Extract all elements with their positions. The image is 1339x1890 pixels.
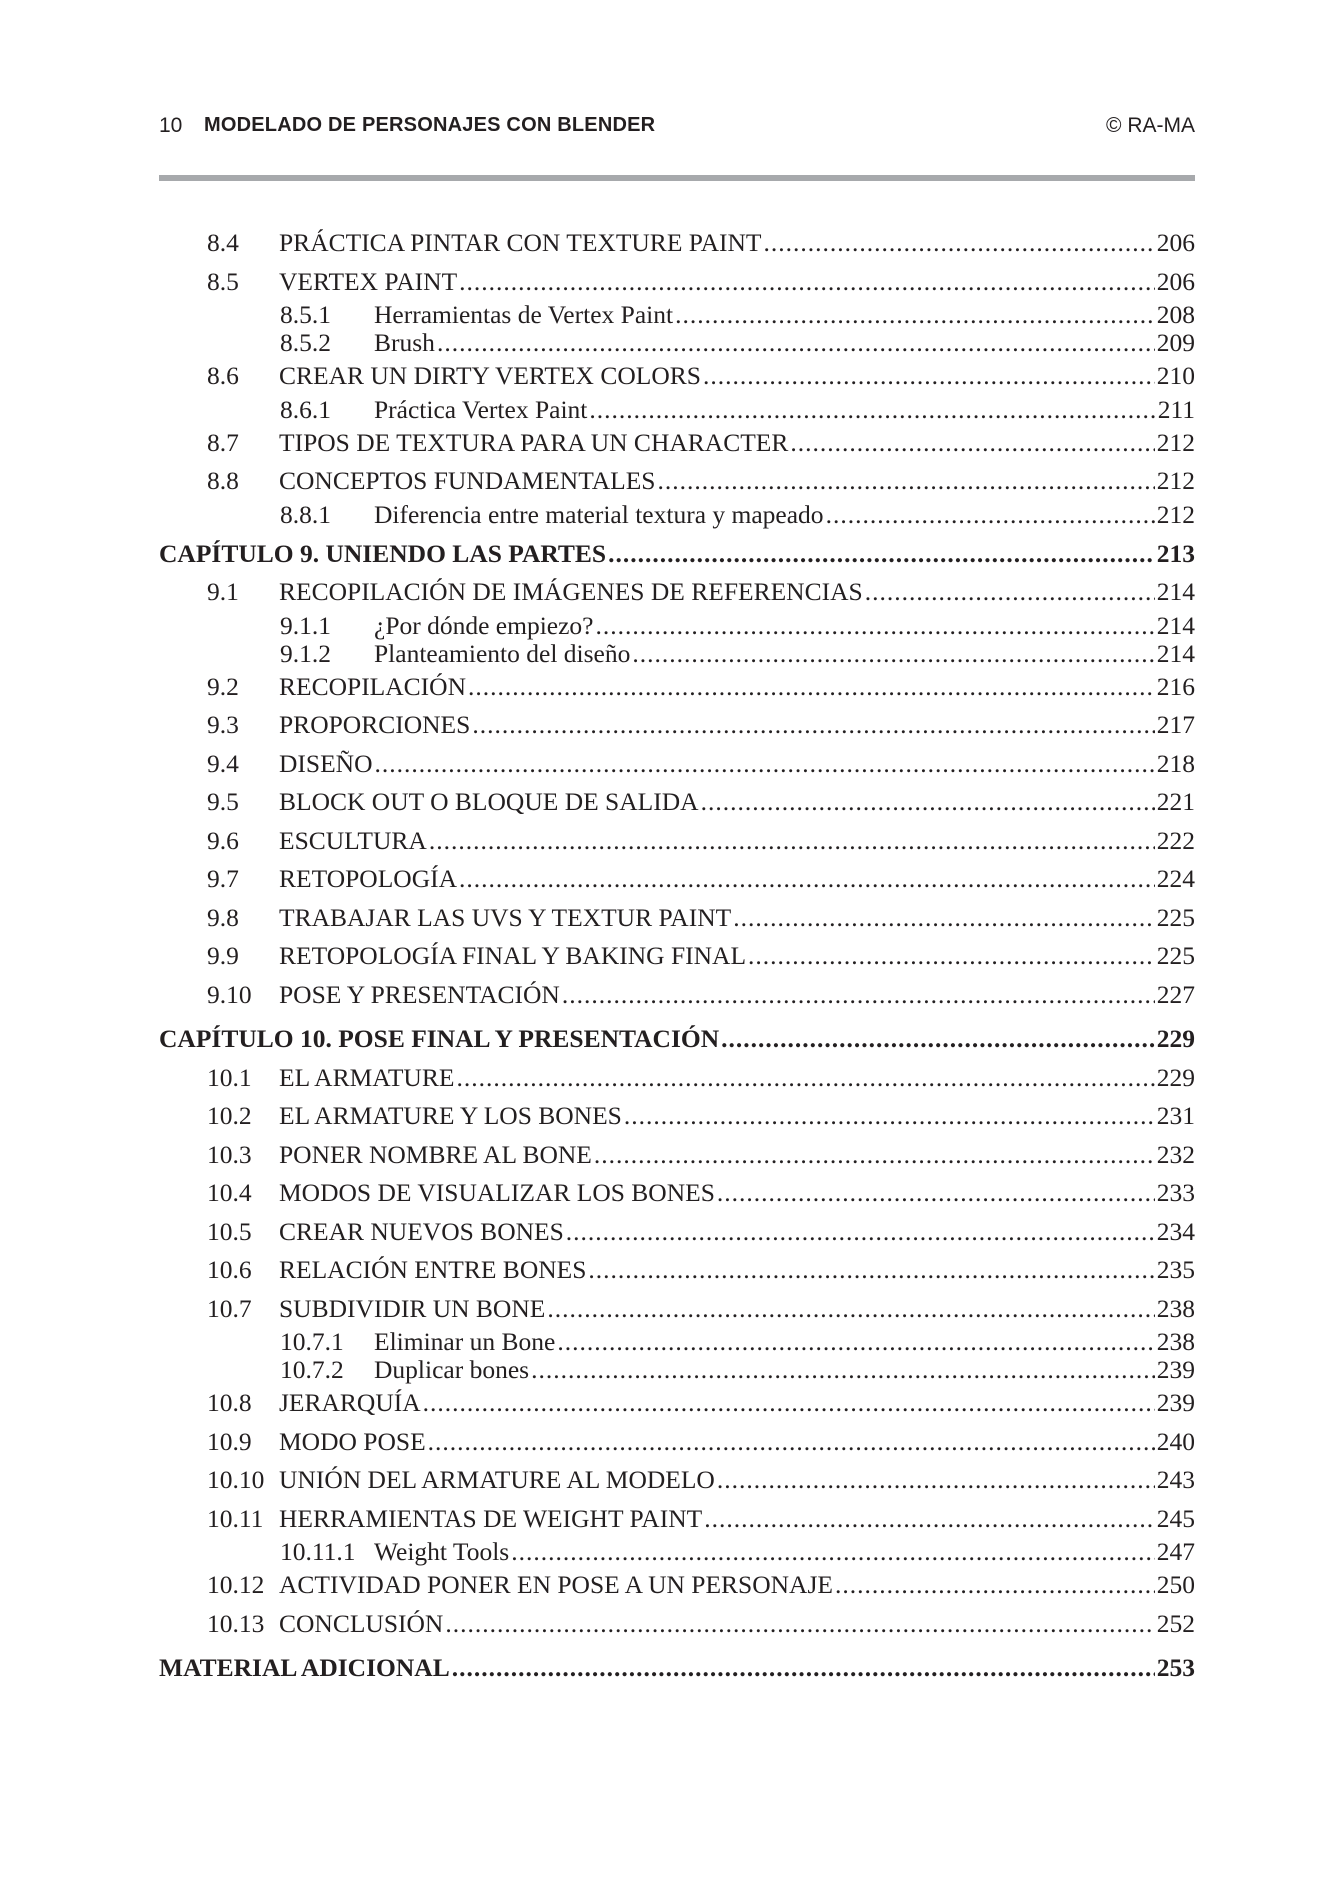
toc-entry-number: 10.5 xyxy=(207,1216,252,1246)
toc-entry-page: 225 xyxy=(1156,902,1195,932)
toc-dot-leader xyxy=(531,1355,1155,1385)
toc-dot-leader xyxy=(472,710,1154,740)
toc-entry xyxy=(159,639,1195,672)
toc-entry xyxy=(159,710,1195,749)
toc-entry-title: TRABAJAR LAS UVS Y TEXTUR PAINT xyxy=(279,902,732,932)
toc-entry xyxy=(159,1178,1195,1217)
toc-entry xyxy=(159,1217,1195,1256)
toc-entry-number: 10.7.1 xyxy=(280,1327,344,1356)
toc-entry-page: 239 xyxy=(1156,1388,1195,1417)
toc-dot-leader xyxy=(459,267,1155,297)
toc-entry-page: 232 xyxy=(1156,1139,1195,1169)
toc-dot-leader xyxy=(835,1570,1155,1600)
header-page-number: 10 xyxy=(159,114,183,137)
toc-dot-leader xyxy=(764,228,1155,258)
toc-chapter-entry xyxy=(159,1024,1195,1063)
toc-entry-number: 10.11.1 xyxy=(280,1537,356,1566)
toc-entry-title: HERRAMIENTAS DE WEIGHT PAINT xyxy=(279,1503,703,1533)
toc-entry-page: 222 xyxy=(1156,825,1195,855)
toc-chapter-entry xyxy=(159,1653,1195,1692)
toc-entry-page: 243 xyxy=(1156,1465,1195,1494)
toc-entry-title: CREAR UN DIRTY VERTEX COLORS xyxy=(279,361,701,390)
toc-entry xyxy=(159,1465,1195,1504)
toc-entry-title: RETOPOLOGÍA FINAL Y BAKING FINAL xyxy=(279,941,747,970)
toc-entry-page: 213 xyxy=(1156,538,1195,568)
toc-entry-page: 224 xyxy=(1156,864,1195,893)
toc-dot-leader xyxy=(428,1427,1155,1457)
toc-entry xyxy=(159,1255,1195,1294)
toc-entry-number: 9.7 xyxy=(207,864,239,893)
toc-entry-page: 211 xyxy=(1157,394,1195,424)
toc-entry xyxy=(159,980,1195,1019)
toc-entry-number: 8.4 xyxy=(207,228,239,257)
toc-entry-title: RELACIÓN ENTRE BONES xyxy=(279,1255,587,1284)
toc-dot-leader xyxy=(675,300,1155,330)
toc-entry-title: DISEÑO xyxy=(279,748,373,778)
toc-entry xyxy=(159,787,1195,826)
toc-entry-number: 8.7 xyxy=(207,427,239,457)
toc-entry-page: 216 xyxy=(1156,671,1195,701)
toc-dot-leader xyxy=(456,1063,1154,1093)
toc-entry-page: 209 xyxy=(1156,328,1195,357)
toc-entry-number: 9.2 xyxy=(207,671,239,701)
toc-entry-number: 10.4 xyxy=(207,1178,252,1207)
toc-entry-page: 217 xyxy=(1156,710,1195,739)
toc-entry xyxy=(159,428,1195,467)
toc-entry-title: PONER NOMBRE AL BONE xyxy=(279,1139,592,1169)
toc-entry-title: RETOPOLOGÍA xyxy=(279,864,458,893)
toc-entry xyxy=(159,864,1195,903)
toc-entry xyxy=(159,672,1195,711)
toc-dot-leader xyxy=(511,1537,1155,1567)
toc-entry-number: 8.5 xyxy=(207,266,239,296)
toc-entry xyxy=(159,903,1195,942)
toc-entry-number: 9.1 xyxy=(207,577,239,606)
toc-dot-leader xyxy=(423,1388,1155,1418)
toc-entry-title: SUBDIVIDIR UN BONE xyxy=(279,1293,546,1323)
toc-entry-page: 231 xyxy=(1156,1101,1195,1130)
toc-entry-title: RECOPILACIÓN DE IMÁGENES DE REFERENCIAS xyxy=(279,577,863,606)
toc-entry-number: 10.7 xyxy=(207,1293,252,1323)
toc-entry-title: PROPORCIONES xyxy=(279,710,471,739)
toc-entry-title: CONCEPTOS FUNDAMENTALES xyxy=(279,466,656,495)
toc-entry-number: 8.5.1 xyxy=(280,300,331,329)
toc-entry-number: 9.4 xyxy=(207,748,239,778)
toc-entry xyxy=(159,1537,1195,1570)
toc-dot-leader xyxy=(733,903,1155,933)
toc-entry-page: 238 xyxy=(1156,1293,1195,1323)
toc-entry-title: CAPÍTULO 10. POSE FINAL Y PRESENTACIÓN xyxy=(159,1024,720,1053)
toc-entry-title: JERARQUÍA xyxy=(279,1388,421,1417)
toc-entry-number: 9.5 xyxy=(207,787,239,816)
toc-entry-number: 10.3 xyxy=(207,1139,252,1169)
toc-entry-page: 214 xyxy=(1156,610,1195,640)
toc-entry-number: 8.8 xyxy=(207,466,239,495)
toc-entry xyxy=(159,1609,1195,1648)
toc-entry-title: Brush xyxy=(374,328,435,357)
toc-entry-page: 239 xyxy=(1156,1355,1195,1384)
toc-entry-number: 10.1 xyxy=(207,1062,252,1092)
toc-entry xyxy=(159,1427,1195,1466)
toc-dot-leader xyxy=(557,1327,1154,1357)
toc-entry-page: 212 xyxy=(1156,427,1195,457)
toc-entry-number: 10.7.2 xyxy=(280,1355,344,1384)
toc-dot-leader xyxy=(547,1294,1154,1324)
toc-entry xyxy=(159,1140,1195,1179)
toc-entry-page: 238 xyxy=(1156,1327,1195,1356)
toc-entry xyxy=(159,228,1195,267)
toc-entry-title: MODO POSE xyxy=(279,1426,426,1456)
toc-entry-number: 10.11 xyxy=(207,1503,264,1533)
toc-entry xyxy=(159,328,1195,361)
toc-entry-title: CONCLUSIÓN xyxy=(279,1608,444,1638)
toc-entry-number: 10.9 xyxy=(207,1426,252,1456)
toc-dot-leader xyxy=(624,1101,1155,1131)
page-header xyxy=(159,114,1195,144)
toc-dot-leader xyxy=(865,577,1155,607)
toc-entry-page: 225 xyxy=(1156,941,1195,970)
toc-entry-page: 206 xyxy=(1156,266,1195,296)
toc-dot-leader xyxy=(703,361,1155,391)
toc-entry-title: Weight Tools xyxy=(374,1537,510,1566)
toc-entry-title: PRÁCTICA PINTAR CON TEXTURE PAINT xyxy=(279,228,762,257)
toc-entry xyxy=(159,749,1195,788)
toc-entry-title: Herramientas de Vertex Paint xyxy=(374,300,674,329)
toc-entry-title: EL ARMATURE Y LOS BONES xyxy=(279,1101,622,1130)
toc-dot-leader xyxy=(562,980,1155,1010)
toc-entry-page: 229 xyxy=(1156,1024,1195,1053)
toc-entry xyxy=(159,1063,1195,1102)
toc-dot-leader xyxy=(468,672,1155,702)
toc-entry-number: 8.8.1 xyxy=(280,499,331,529)
toc-dot-leader xyxy=(588,1255,1154,1285)
toc-dot-leader xyxy=(429,826,1155,856)
toc-dot-leader xyxy=(701,787,1155,817)
toc-entry-title: Diferencia entre material textura y mapeado xyxy=(374,499,824,529)
toc-entry-number: 10.10 xyxy=(207,1465,265,1494)
toc-dot-leader xyxy=(594,1140,1155,1170)
toc-entry-page: 212 xyxy=(1156,499,1195,529)
toc-entry-title: VERTEX PAINT xyxy=(279,266,458,296)
header-rule xyxy=(159,175,1195,181)
toc-entry-number: 10.13 xyxy=(207,1608,265,1638)
toc-entry-title: MATERIAL ADICIONAL xyxy=(159,1653,450,1682)
toc-entry-number: 9.10 xyxy=(207,979,252,1009)
toc-entry-number: 9.1.1 xyxy=(280,610,331,640)
toc-entry-number: 9.3 xyxy=(207,710,239,739)
toc-entry-title: TIPOS DE TEXTURA PARA UN CHARACTER xyxy=(279,427,789,457)
toc-dot-leader xyxy=(566,1217,1155,1247)
toc-entry-page: 208 xyxy=(1156,300,1195,329)
toc-chapter-entry xyxy=(159,539,1195,578)
toc-entry-title: CREAR NUEVOS BONES xyxy=(279,1216,564,1246)
toc-entry xyxy=(159,826,1195,865)
toc-entry-title: ¿Por dónde empiezo? xyxy=(374,610,594,640)
toc-entry-page: 245 xyxy=(1156,1503,1195,1533)
toc-entry-page: 247 xyxy=(1156,1537,1195,1566)
toc-dot-leader xyxy=(717,1465,1155,1495)
table-of-contents xyxy=(159,228,1195,1692)
toc-entry-number: 9.1.2 xyxy=(280,638,331,668)
toc-dot-leader xyxy=(632,639,1154,669)
toc-entry xyxy=(159,395,1195,428)
toc-entry-number: 9.8 xyxy=(207,902,239,932)
toc-entry-page: 218 xyxy=(1156,748,1195,778)
toc-entry-title: Planteamiento del diseño xyxy=(374,638,631,668)
toc-entry-title: ACTIVIDAD PONER EN POSE A UN PERSONAJE xyxy=(279,1570,833,1599)
toc-dot-leader xyxy=(589,395,1155,425)
toc-dot-leader xyxy=(826,500,1155,530)
toc-dot-leader xyxy=(375,749,1155,779)
toc-entry-page: 252 xyxy=(1156,1608,1195,1638)
toc-entry-page: 214 xyxy=(1156,577,1195,606)
toc-entry-page: 253 xyxy=(1156,1653,1195,1682)
toc-entry-page: 240 xyxy=(1156,1426,1195,1456)
toc-entry-title: UNIÓN DEL ARMATURE AL MODELO xyxy=(279,1465,715,1494)
header-publisher: © RA-MA xyxy=(1106,114,1195,137)
toc-entry xyxy=(159,500,1195,533)
toc-entry xyxy=(159,1388,1195,1427)
toc-entry xyxy=(159,1355,1195,1388)
toc-entry-page: 227 xyxy=(1156,979,1195,1009)
toc-entry-number: 10.2 xyxy=(207,1101,252,1130)
toc-dot-leader xyxy=(437,328,1155,358)
toc-dot-leader xyxy=(459,864,1155,894)
toc-entry-title: EL ARMATURE xyxy=(279,1062,455,1092)
toc-entry-title: Duplicar bones xyxy=(374,1355,530,1384)
toc-dot-leader xyxy=(717,1178,1155,1208)
toc-entry-number: 9.9 xyxy=(207,941,239,970)
toc-entry-number: 10.6 xyxy=(207,1255,252,1284)
toc-entry-page: 206 xyxy=(1156,228,1195,257)
toc-entry-page: 233 xyxy=(1156,1178,1195,1207)
toc-entry-page: 234 xyxy=(1156,1216,1195,1246)
toc-dot-leader xyxy=(608,539,1155,569)
toc-entry-number: 10.8 xyxy=(207,1388,252,1417)
toc-entry-title: ESCULTURA xyxy=(279,825,427,855)
toc-entry xyxy=(159,941,1195,980)
toc-dot-leader xyxy=(445,1609,1154,1639)
toc-entry-title: CAPÍTULO 9. UNIENDO LAS PARTES xyxy=(159,538,607,568)
toc-entry-number: 8.5.2 xyxy=(280,328,331,357)
toc-entry-title: RECOPILACIÓN xyxy=(279,671,467,701)
toc-dot-leader xyxy=(596,611,1155,641)
toc-entry-number: 8.6 xyxy=(207,361,239,390)
toc-entry-page: 235 xyxy=(1156,1255,1195,1284)
toc-entry-title: Práctica Vertex Paint xyxy=(374,394,588,424)
toc-entry-page: 214 xyxy=(1156,638,1195,668)
toc-entry-number: 8.6.1 xyxy=(280,394,331,424)
toc-entry-page: 210 xyxy=(1156,361,1195,390)
toc-entry-title: BLOCK OUT O BLOQUE DE SALIDA xyxy=(279,787,699,816)
toc-entry-page: 221 xyxy=(1156,787,1195,816)
toc-dot-leader xyxy=(721,1024,1155,1054)
toc-entry xyxy=(159,1570,1195,1609)
header-book-title: MODELADO DE PERSONAJES CON BLENDER xyxy=(204,114,656,136)
toc-entry-number: 9.6 xyxy=(207,825,239,855)
toc-entry-title: MODOS DE VISUALIZAR LOS BONES xyxy=(279,1178,715,1207)
toc-entry-page: 229 xyxy=(1156,1062,1195,1092)
toc-dot-leader xyxy=(658,466,1155,496)
toc-entry-title: Eliminar un Bone xyxy=(374,1327,556,1356)
toc-entry-title: POSE Y PRESENTACIÓN xyxy=(279,979,560,1009)
toc-dot-leader xyxy=(452,1653,1155,1683)
toc-entry xyxy=(159,1101,1195,1140)
toc-dot-leader xyxy=(704,1504,1155,1534)
toc-entry-page: 250 xyxy=(1156,1570,1195,1599)
toc-entry-page: 212 xyxy=(1156,466,1195,495)
toc-entry-number: 10.12 xyxy=(207,1570,265,1599)
toc-dot-leader xyxy=(748,941,1155,971)
toc-dot-leader xyxy=(790,428,1154,458)
